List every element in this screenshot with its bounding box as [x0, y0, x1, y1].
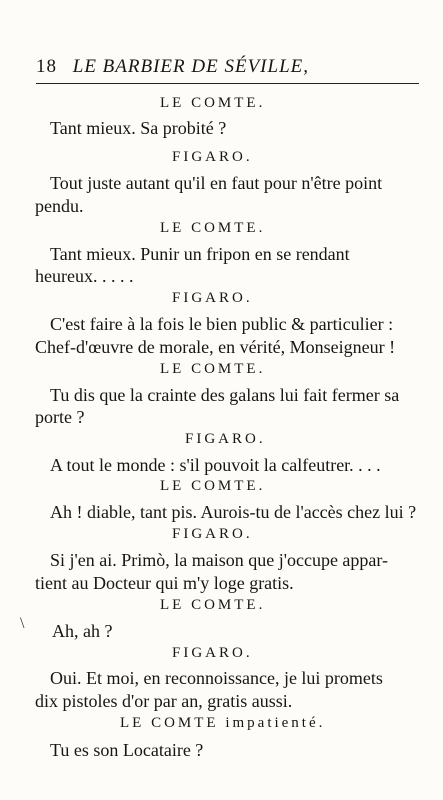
running-header: [36, 56, 416, 78]
dialogue-line: Ah ! diable, tant pis. Aurois-tu de l'accès chez lui ?: [50, 502, 417, 522]
dialogue-line: Tu dis que la crainte des galans lui fait fermer sa: [50, 385, 400, 405]
dialogue-line: Tant mieux. Punir un fripon en se rendant: [50, 244, 350, 264]
speaker-label: FIGARO.: [172, 290, 253, 306]
dialogue-line: A tout le monde : s'il pouvoit la calfeutrer. . . .: [50, 455, 381, 475]
speaker-label: FIGARO.: [185, 431, 266, 447]
dialogue-line: pendu.: [35, 196, 84, 216]
dialogue-line: Tout juste autant qu'il en faut pour n'être point: [50, 173, 383, 193]
dialogue-line: C'est faire à la fois le bien public & particulier :: [50, 314, 394, 334]
speaker-label: LE COMTE impatienté.: [120, 715, 326, 731]
dialogue-line: dix pistoles d'or par an, gratis aussi.: [35, 691, 293, 711]
dialogue-line: tient au Docteur qui m'y loge gratis.: [35, 573, 294, 593]
dialogue-line: Oui. Et moi, en reconnoissance, je lui promets: [50, 668, 383, 688]
speaker-label: FIGARO.: [172, 526, 253, 542]
dialogue-line: Ah, ah ?: [52, 621, 113, 641]
dialogue-line: Si j'en ai. Primò, la maison que j'occupe appar-: [50, 550, 389, 570]
speaker-label: LE COMTE.: [160, 478, 266, 494]
page-number: 18: [36, 56, 57, 77]
dialogue-line: Tu es son Locataire ?: [50, 740, 204, 760]
speaker-label: LE COMTE.: [160, 95, 266, 111]
speaker-label: LE COMTE.: [160, 220, 266, 236]
dialogue-line: heureux. . . . .: [35, 266, 134, 286]
header-rule: [36, 83, 419, 84]
margin-annotation: \: [20, 615, 25, 632]
speaker-label: FIGARO.: [172, 149, 253, 165]
running-title: LE BARBIER DE SÉVILLE,: [72, 56, 309, 77]
dialogue-line: Tant mieux. Sa probité ?: [50, 118, 227, 138]
dialogue-line: Chef-d'œuvre de morale, en vérité, Monseigneur !: [35, 337, 396, 357]
speaker-label: FIGARO.: [172, 645, 253, 661]
speaker-label: LE COMTE.: [160, 361, 266, 377]
dialogue-line: porte ?: [35, 407, 85, 427]
speaker-label: LE COMTE.: [160, 597, 266, 613]
